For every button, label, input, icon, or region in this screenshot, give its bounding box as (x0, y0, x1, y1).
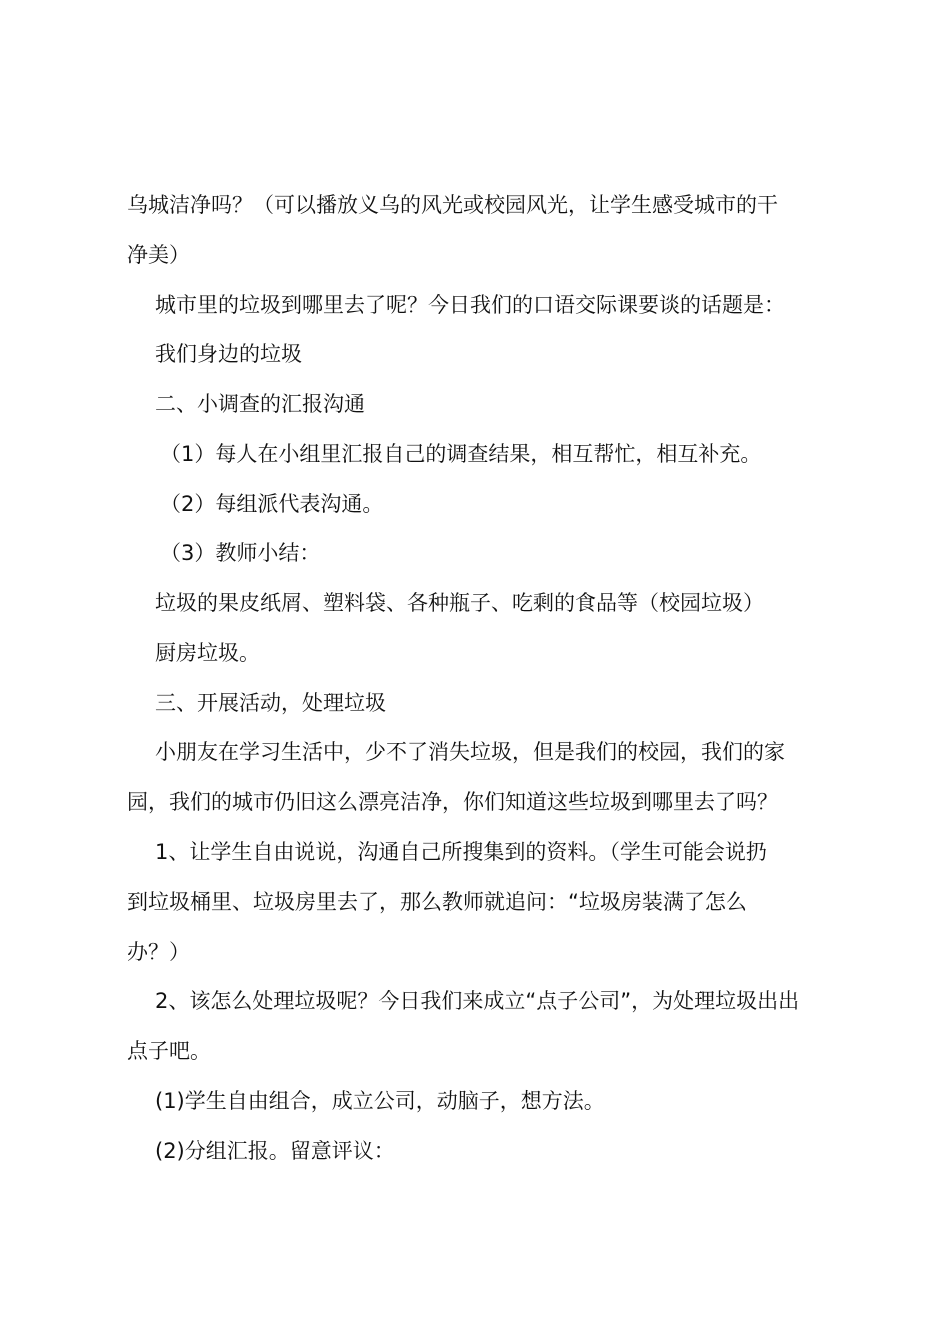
text-line: 1、让学生自由说说，沟通自己所搜集到的资料。（学生可能会说扔 (155, 840, 767, 864)
text-line: 点子吧。 (127, 1039, 211, 1063)
text-line: 2、该怎么处理垃圾呢？今日我们来成立“点子公司”，为处理垃圾出出 (155, 989, 800, 1013)
text-line: 净美） (127, 243, 190, 267)
text-line: (1)学生自由组合，成立公司，动脑子，想方法。 (155, 1089, 605, 1113)
text-line: 垃圾的果皮纸屑、塑料袋、各种瓶子、吃剩的食品等（校园垃圾） (155, 591, 764, 615)
text-line: 城市里的垃圾到哪里去了呢？今日我们的口语交际课要谈的话题是： (155, 293, 785, 317)
text-line: （2）每组派代表沟通。 (160, 492, 384, 516)
text-line: (2)分组汇报。留意评议： (155, 1139, 395, 1163)
text-line: 园，我们的城市仍旧这么漂亮洁净，你们知道这些垃圾到哪里去了吗？ (127, 790, 778, 814)
section-heading: 三、开展活动，处理垃圾 (155, 691, 386, 715)
text-line: 我们身边的垃圾 (155, 342, 302, 366)
text-line: （3）教师小结： (160, 541, 321, 565)
text-line: 办？） (127, 940, 190, 964)
text-line: 厨房垃圾。 (155, 641, 260, 665)
section-heading: 二、小调查的汇报沟通 (155, 392, 365, 416)
text-line: 乌城洁净吗？（可以播放义乌的风光或校园风光，让学生感受城市的干 (127, 193, 778, 217)
text-line: 到垃圾桶里、垃圾房里去了，那么教师就追问：“垃圾房装满了怎么 (127, 890, 747, 914)
text-line: （1）每人在小组里汇报自己的调查结果，相互帮忙，相互补充。 (160, 442, 762, 466)
text-line: 小朋友在学习生活中，少不了消失垃圾，但是我们的校园，我们的家 (155, 740, 785, 764)
